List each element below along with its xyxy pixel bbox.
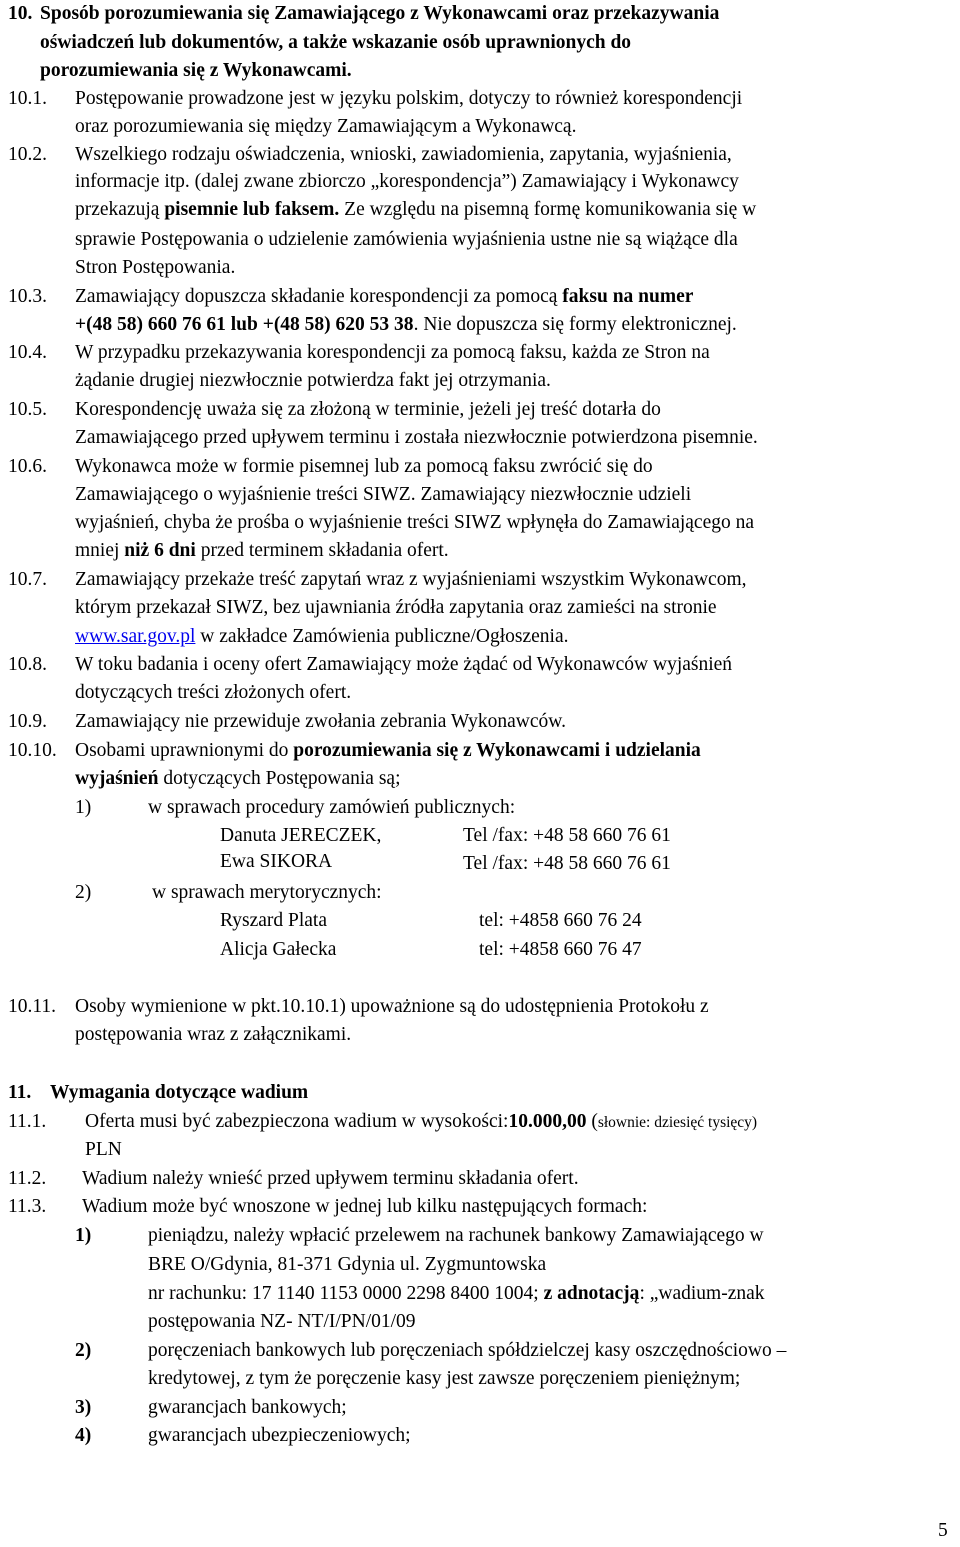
paragraph-line: Postępowanie prowadzone jest w języku polskim, dotyczy to również korespondencji: [75, 88, 743, 109]
section-number: 11.: [8, 1082, 32, 1103]
list-item-number: 1): [75, 797, 92, 818]
paragraph-line: którym przekazał SIWZ, bez ujawniania źródła zapytania oraz zamieści na stronie: [75, 597, 717, 618]
list-item-number: 2): [75, 1340, 92, 1361]
section-title-line: Sposób porozumiewania się Zamawiającego z Wykonawcami oraz przekazywania: [40, 3, 720, 24]
section-title-line: porozumiewania się z Wykonawcami.: [40, 60, 352, 81]
contact-phone: tel: +4858 660 76 24: [479, 910, 642, 931]
paragraph-line: mniej niż 6 dni przed terminem składania ofert.: [75, 540, 449, 561]
list-item-text: BRE O/Gdynia, 81-371 Gdynia ul. Zygmuntowska: [148, 1254, 547, 1275]
paragraph-line: przekazują pisemnie lub faksem. Ze względu na pisemną formę komunikowania się w: [75, 199, 757, 220]
paragraph-line: Korespondencję uważa się za złożoną w terminie, jeżeli jej treść dotarła do: [75, 399, 661, 420]
list-item-text: w sprawach procedury zamówień publicznych:: [148, 797, 516, 818]
paragraph-line: +(48 58) 660 76 61 lub +(48 58) 620 53 38. Nie dopuszcza się formy elektronicznej.: [75, 314, 737, 335]
paragraph-line: postępowania wraz z załącznikami.: [75, 1024, 352, 1045]
paragraph-line: Osoby wymienione w pkt.10.10.1) upoważnione są do udostępnienia Protokołu z: [75, 996, 709, 1017]
paragraph-line: Zamawiający dopuszcza składanie korespondencji za pomocą faksu na numer: [75, 286, 694, 307]
list-item-number: 3): [75, 1397, 92, 1418]
list-item-text: pieniądzu, należy wpłacić przelewem na rachunek bankowy Zamawiającego w: [148, 1225, 764, 1246]
fax-label: faksu na numer: [562, 286, 694, 307]
contact-phone: Tel /fax: +48 58 660 76 61: [463, 825, 671, 846]
list-item-number: 4): [75, 1425, 92, 1446]
paragraph-line: sprawie Postępowania o udzielenie zamówienia wyjaśnienia ustne nie są wiążące dla: [75, 229, 738, 250]
paragraph-number: 10.2.: [8, 144, 47, 165]
paragraph-line: Wadium może być wnoszone w jednej lub kilku następujących formach:: [82, 1196, 648, 1217]
emphasis: z adnotacją: [543, 1283, 640, 1304]
paragraph-line: wyjaśnień dotyczących Postępowania są;: [75, 768, 401, 789]
paragraph-line: Zamawiający nie przewiduje zwołania zebrania Wykonawców.: [75, 711, 566, 732]
paragraph-line: oraz porozumiewania się między Zamawiającym a Wykonawcą.: [75, 116, 577, 137]
paragraph-number: 11.3.: [8, 1196, 47, 1217]
list-item-text: kredytowej, z tym że poręczenie kasy jest zawsze poręczeniem pieniężnym;: [148, 1368, 741, 1389]
paragraph-line: W toku badania i oceny ofert Zamawiający może żądać od Wykonawców wyjaśnień: [75, 654, 733, 675]
paragraph-line: Wszelkiego rodzaju oświadczenia, wnioski, zawiadomienia, zapytania, wyjaśnienia,: [75, 144, 732, 165]
paragraph-number: 10.4.: [8, 342, 47, 363]
amount: 10.000,00: [508, 1111, 587, 1132]
list-item-number: 1): [75, 1225, 92, 1246]
section-number: 10.: [8, 3, 33, 24]
list-item-text: gwarancjach bankowych;: [148, 1397, 347, 1418]
contact-name: Alicja Gałecka: [220, 939, 337, 960]
paragraph-line: Wykonawca może w formie pisemnej lub za pomocą faksu zwrócić się do: [75, 456, 653, 477]
paragraph-number: 10.5.: [8, 399, 47, 420]
paragraph-line: Osobami uprawnionymi do porozumiewania się z Wykonawcami i udzielania: [75, 740, 701, 761]
paragraph-line: PLN: [85, 1139, 122, 1160]
paragraph-line: www.sar.gov.pl w zakładce Zamówienia publiczne/Ogłoszenia.: [75, 626, 569, 647]
paragraph-number: 10.7.: [8, 569, 47, 590]
paragraph-line: dotyczących treści złożonych ofert.: [75, 682, 352, 703]
paragraph-number: 11.2.: [8, 1168, 47, 1189]
list-item-text: w sprawach merytorycznych:: [152, 882, 382, 903]
contact-name: Ryszard Plata: [220, 910, 327, 931]
paragraph-number: 10.10.: [8, 740, 57, 761]
contact-name: Ewa SIKORA: [220, 851, 333, 872]
emphasis: porozumiewania się z Wykonawcami i udzielania: [293, 740, 701, 761]
paragraph-line: żądanie drugiej niezwłocznie potwierdza fakt jej otrzymania.: [75, 370, 551, 391]
paragraph-line: wyjaśnień, chyba że prośba o wyjaśnienie treści SIWZ wpłynęła do Zamawiającego na: [75, 512, 755, 533]
list-item-text: postępowania NZ- NT/I/PN/01/09: [148, 1311, 416, 1332]
paragraph-number: 10.8.: [8, 654, 47, 675]
contact-phone: Tel /fax: +48 58 660 76 61: [463, 853, 671, 874]
list-item-text: gwarancjach ubezpieczeniowych;: [148, 1425, 411, 1446]
contact-phone: tel: +4858 660 76 47: [479, 939, 642, 960]
paragraph-line: Zamawiającego przed upływem terminu i została niezwłocznie potwierdzona pisemnie.: [75, 427, 758, 448]
list-item-number: 2): [75, 882, 92, 903]
paragraph-line: W przypadku przekazywania korespondencji za pomocą faksu, każda ze Stron na: [75, 342, 710, 363]
paragraph-line: Oferta musi być zabezpieczona wadium w wysokości:10.000,00 (słownie: dziesięć tysięcy): [85, 1111, 758, 1132]
section-title: Wymagania dotyczące wadium: [50, 1082, 309, 1103]
paragraph-line: Zamawiającego o wyjaśnienie treści SIWZ. Zamawiający niezwłocznie udzieli: [75, 484, 692, 505]
website-link[interactable]: www.sar.gov.pl: [75, 626, 196, 647]
paragraph-line: Wadium należy wnieść przed upływem terminu składania ofert.: [82, 1168, 579, 1189]
paragraph-number: 11.1.: [8, 1111, 47, 1132]
list-item-text: nr rachunku: 17 1140 1153 0000 2298 8400 1004; z adnotacją: „wadium-znak: [148, 1283, 765, 1304]
paragraph-line: Stron Postępowania.: [75, 257, 236, 278]
fax-numbers: +(48 58) 660 76 61 lub +(48 58) 620 53 38: [75, 314, 414, 335]
paragraph-line: informacje itp. (dalej zwane zbiorczo „korespondencja”) Zamawiający i Wykonawcy: [75, 171, 739, 192]
page-number: 5: [938, 1520, 948, 1541]
paragraph-number: 10.3.: [8, 286, 47, 307]
emphasis: niż 6 dni: [124, 540, 196, 561]
paragraph-line: Zamawiający przekaże treść zapytań wraz z wyjaśnieniami wszystkim Wykonawcom,: [75, 569, 747, 590]
amount-in-words: słownie: dziesięć tysięcy): [597, 1114, 758, 1131]
paragraph-number: 10.6.: [8, 456, 47, 477]
paragraph-number: 10.1.: [8, 88, 47, 109]
emphasis: pisemnie lub faksem.: [164, 199, 340, 220]
paragraph-number: 10.11.: [8, 996, 57, 1017]
contact-name: Danuta JERECZEK,: [220, 825, 382, 846]
list-item-text: poręczeniach bankowych lub poręczeniach spółdzielczej kasy oszczędnościowo –: [148, 1340, 787, 1361]
section-title-line: oświadczeń lub dokumentów, a także wskazanie osób uprawnionych do: [40, 32, 632, 53]
emphasis: wyjaśnień: [75, 768, 159, 789]
paragraph-number: 10.9.: [8, 711, 47, 732]
